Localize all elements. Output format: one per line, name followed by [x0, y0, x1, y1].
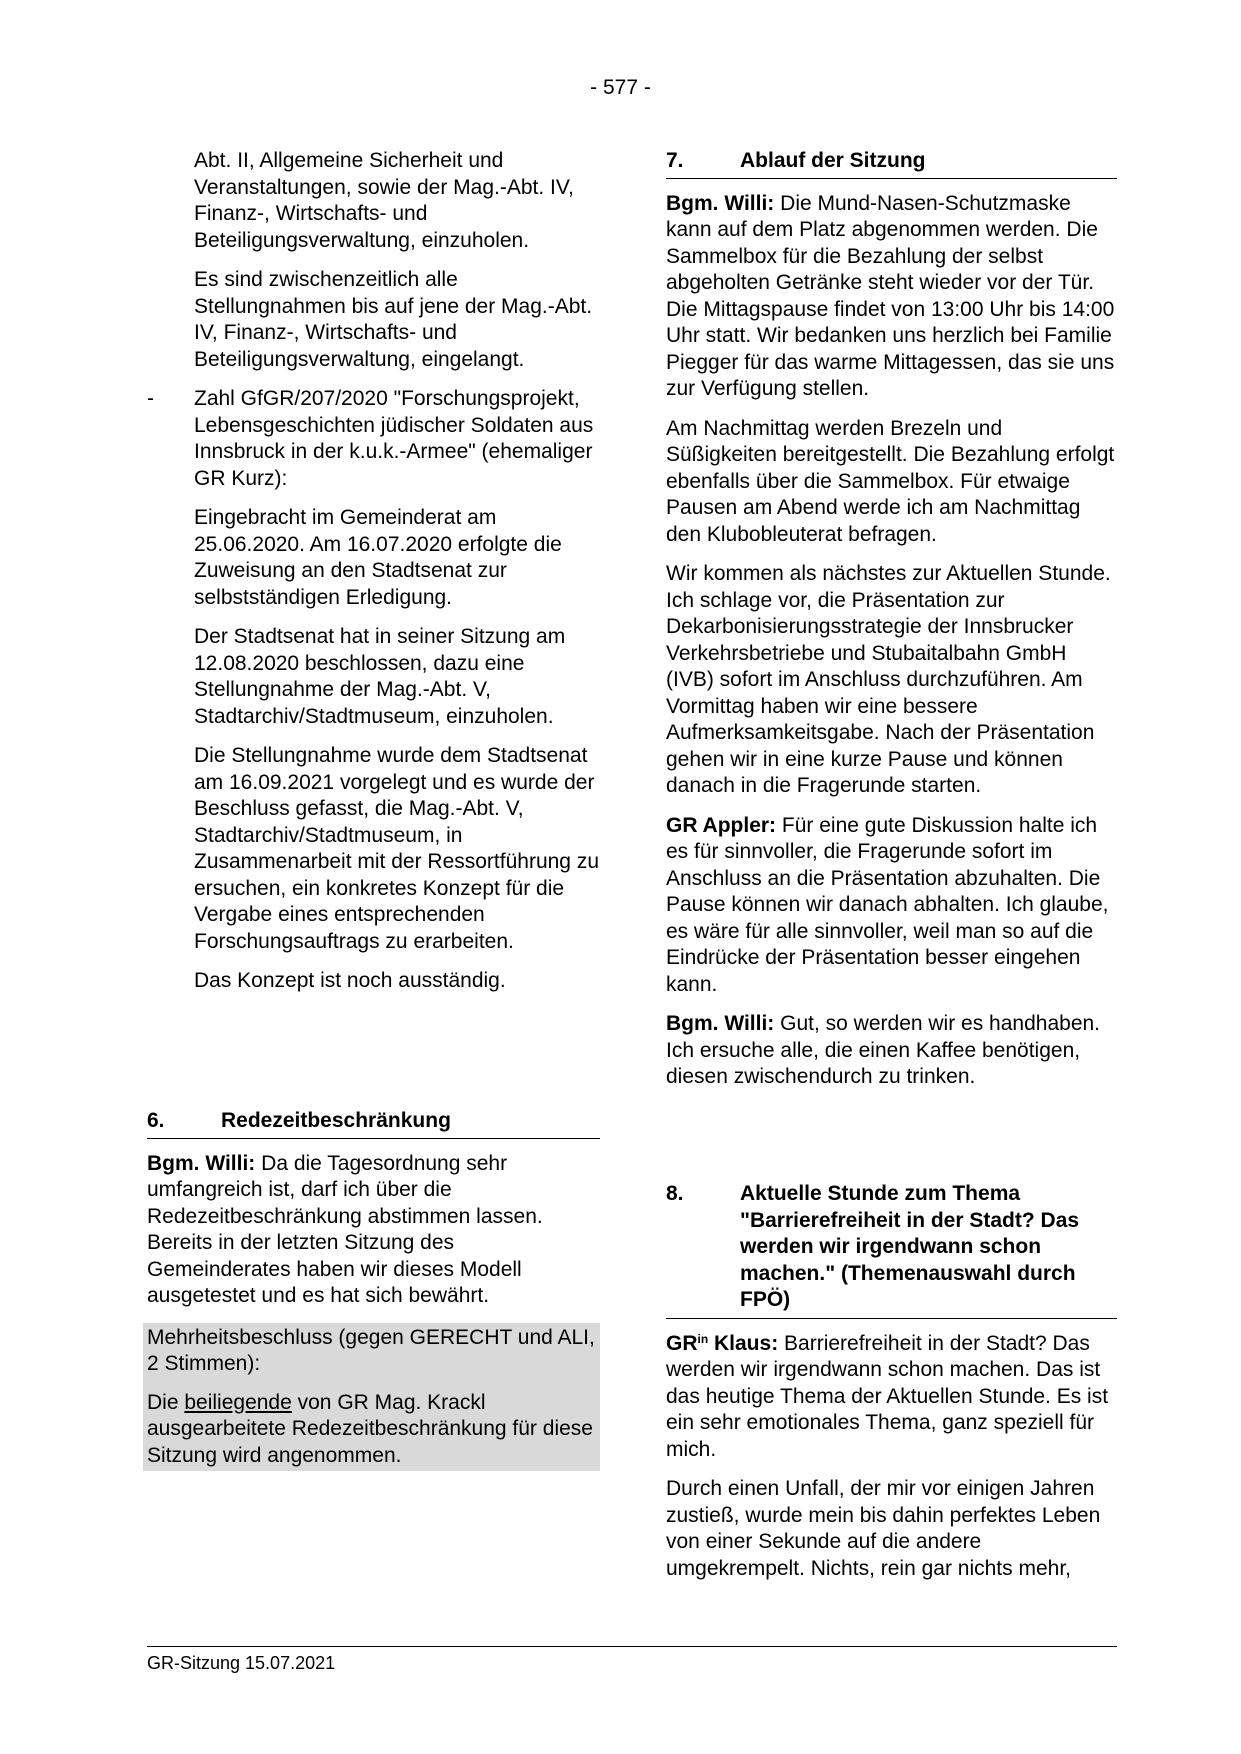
paragraph [147, 1151, 600, 1310]
section-number: 7. [666, 149, 684, 172]
speech-text: Da die Tagesordnung sehr umfangreich ist, darf ich über die Redezeitbeschränkung abstimmen lassen. Bereits in der letzten Sitzung des Gemeinderates haben wir dieses Modell ausgetestet und es hat sich bewährt. [147, 1151, 543, 1307]
section-heading [147, 1108, 600, 1139]
footer-divider [147, 1646, 1117, 1647]
section-heading [666, 1181, 1117, 1319]
footer-text: GR-Sitzung 15.07.2021 [147, 1653, 336, 1673]
paragraph: Der Stadtsenat hat in seiner Sitzung am 12.08.2020 beschlossen, dazu eine Stellungnahme der Mag.-Abt. V, Stadtarchiv/Stadtmuseum, einzuholen. [194, 625, 566, 728]
list-item-text: Zahl GfGR/207/2020 "Forschungsprojekt, Lebensgeschichten jüdischer Soldaten aus Innsbruck in der k.u.k.-Armee" (ehemaliger GR Kurz): [194, 387, 594, 490]
page-number: - 577 - [590, 76, 651, 99]
paragraph [666, 813, 1117, 999]
decision-text: Die beiliegende von GR Mag. Krackl ausgearbeitete Redezeitbeschränkung für diese Sitzung wird angenommen. [147, 1390, 593, 1467]
paragraph: Abt. II, Allgemeine Sicherheit und Veranstaltungen, sowie der Mag.-Abt. IV, Finanz-, Wirtschafts- und Beteiligungsverwaltung, einzuholen. [194, 149, 574, 252]
paragraph: Die Stellungnahme wurde dem Stadtsenat am 16.09.2021 vorgelegt und es wurde der Beschluss gefasst, die Mag.-Abt. V, Stadtarchiv/Stadtmuseum, in Zusammenarbeit mit der Ressortführung zu ersuchen, ein konkretes Konzept für die Vergabe eines entsprechenden Forschungsauftrags zu erarbeiten. [194, 744, 599, 953]
section-number: 6. [147, 1109, 165, 1132]
paragraph: Durch einen Unfall, der mir vor einigen Jahren zustieß, wurde mein bis dahin perfektes Leben von einer Sekunde auf die andere umgekrempelt. Nichts, rein gar nichts mehr, [666, 1477, 1101, 1580]
section-heading [666, 148, 1117, 179]
attachment-link[interactable]: beiliegende [184, 1390, 292, 1414]
section-8 [666, 1181, 1117, 1595]
section-title: Ablauf der Sitzung [740, 149, 926, 172]
speaker-name: Bgm. Willi: [147, 1151, 256, 1175]
list-dash: - [147, 387, 154, 410]
paragraph: Das Konzept ist noch ausständig. [194, 969, 506, 992]
section-number: 8. [666, 1182, 684, 1205]
paragraph: Am Nachmittag werden Brezeln und Süßigkeiten bereitgestellt. Die Bezahlung erfolgt ebenfalls über die Sammelbox. Für etwaige Pausen am Abend werde ich am Nachmittag den Klubobleuterat befragen. [666, 416, 1115, 546]
paragraph [666, 1011, 1117, 1091]
speaker-name: GR Appler: [666, 813, 777, 837]
section-title: Redezeitbeschränkung [221, 1109, 451, 1132]
paragraph [666, 1331, 1117, 1464]
resolution-box [143, 1323, 600, 1472]
speaker-name: Bgm. Willi: [666, 1012, 775, 1035]
section-7 [666, 148, 1117, 1104]
speaker-name: $GR^{in}$ Klaus: [666, 1331, 779, 1355]
section-title: Aktuelle Stunde zum Thema "Barrierefreiheit in der Stadt? Das werden wir irgendwann schon machen." (Themenauswahl durch FPÖ) [740, 1182, 1080, 1311]
speech-text: Barrierefreiheit in der Stadt? Das werden wir irgendwann schon machen. Das ist das heutige Thema der Aktuellen Stunde. Es ist ein sehr emotionales Thema, ganz speziell für mich. [666, 1331, 1109, 1461]
resolution-text: Mehrheitsbeschluss (gegen GERECHT und ALI, 2 Stimmen): [147, 1325, 595, 1375]
paragraph: Es sind zwischenzeitlich alle Stellungnahmen bis auf jene der Mag.-Abt. IV, Finanz-, Wirtschafts- und Beteiligungsverwaltung, eingelangt. [194, 268, 593, 371]
paragraph [666, 191, 1117, 403]
speech-text: Die Mund-Nasen-Schutzmaske kann auf dem Platz abgenommen werden. Die Sammelbox für die Bezahlung der selbst abgeholten Getränke steht wieder vor der Tür. Die Mittagspause findet von 13:00 Uhr bis 14:00 Uhr statt. Wir bedanken uns herzlich bei Familie Piegger für das warme Mittagessen, das sie uns zur Verfügung stellen. [666, 191, 1115, 400]
paragraph: Wir kommen als nächstes zur Aktuellen Stunde. Ich schlage vor, die Präsentation zur Dekarbonisierungsstrategie der Innsbrucker Verkehrsbetriebe und Stubaitalbahn GmbH (IVB) sofort im Anschluss durchzuführen. Am Vormittag haben wir eine bessere Aufmerksamkeitsgabe. Nach der Präsentation gehen wir in eine kurze Pause und können danach in die Fragerunde starten. [666, 562, 1111, 797]
list-item [147, 386, 600, 492]
section-6 [147, 1108, 600, 1471]
paragraph: Eingebracht im Gemeinderat am 25.06.2020. Am 16.07.2020 erfolgte die Zuweisung an den Stadtsenat zur selbstständigen Erledigung. [194, 506, 562, 609]
left-column [147, 148, 600, 1008]
speech-text: Für eine gute Diskussion halte ich es für sinnvoller, die Fragerunde sofort im Anschluss an die Präsentation abzuhalten. Die Pause können wir danach abhalten. Ich glaube, es wäre für alle sinnvoller, weil man so auf die Eindrücke der Präsentation besser eingehen kann. [666, 813, 1109, 996]
speaker-name: Bgm. Willi: [666, 191, 775, 215]
speech-text: Gut, so werden wir es handhaben. Ich ersuche alle, die einen Kaffee benötigen, diesen zwischendurch zu trinken. [666, 1012, 1101, 1088]
